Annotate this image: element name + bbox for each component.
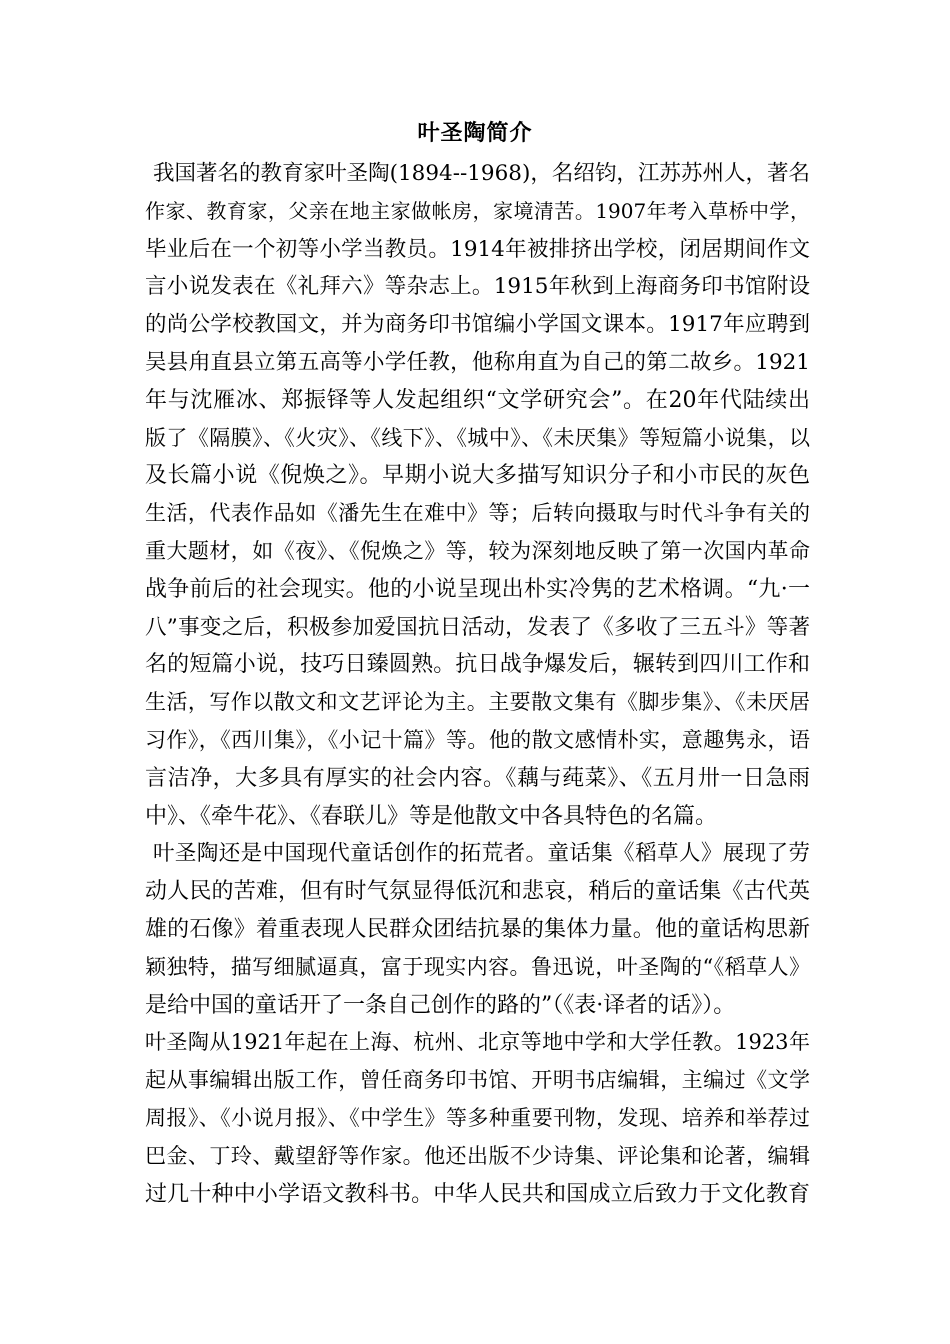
text-line: 言洁净，大多具有厚实的社会内容。《藕与莼菜》、《五月卅一日急雨 bbox=[145, 765, 810, 791]
text-line: 言小说发表在《礼拜六》等杂志上。1915年秋到上海商务印书馆附设 bbox=[145, 274, 810, 300]
text-line: 重大题材，如《夜》、《倪焕之》等，较为深刻地反映了第一次国内革命 bbox=[145, 538, 810, 563]
text-line: 是给中国的童话开了一条自己创作的路的”（《表·译者的话》）。 bbox=[145, 992, 736, 1018]
text-line: 八”事变之后，积极参加爱国抗日活动，发表了《多收了三五斗》等著 bbox=[145, 614, 810, 640]
document-title: 叶圣陶简介 bbox=[417, 121, 533, 146]
text-line: 我国著名的教育家叶圣陶(1894--1968)，名绍钧，江苏苏州人，著名 bbox=[153, 161, 810, 186]
text-line: 生活，代表作品如《潘先生在难中》等；后转向摄取与时代斗争有关的 bbox=[145, 501, 810, 526]
text-line: 颖独特，描写细腻逼真，富于现实内容。鲁迅说，叶圣陶的“《稻草人》 bbox=[145, 954, 810, 979]
text-line: 中》、《牵牛花》、《春联儿》等是他散文中各具特色的名篇。 bbox=[145, 803, 718, 829]
text-line: 叶圣陶还是中国现代童话创作的拓荒者。童话集《稻草人》展现了劳 bbox=[153, 841, 810, 867]
text-line: 习作》，《西川集》，《小记十篇》等。他的散文感情朴实，意趣隽永，语 bbox=[145, 727, 810, 752]
text-line: 的尚公学校教国文，并为商务印书馆编小学国文课本。1917年应聘到 bbox=[145, 312, 810, 338]
text-line: 动人民的苦难，但有时气氛显得低沉和悲哀，稍后的童话集《古代英 bbox=[145, 879, 810, 905]
text-line: 版了《隔膜》、《火灾》、《线下》、《城中》、《未厌集》等短篇小说集，以 bbox=[145, 425, 810, 450]
text-line: 巴金、丁玲、戴望舒等作家。他还出版不少诗集、评论集和论著，编辑 bbox=[145, 1143, 810, 1168]
text-line: 生活，写作以散文和文艺评论为主。主要散文集有《脚步集》、《未厌居 bbox=[145, 690, 810, 715]
text-line: 过几十种中小学语文教科书。中华人民共和国成立后致力于文化教育 bbox=[145, 1181, 810, 1207]
text-line: 雄的石像》着重表现人民群众团结抗暴的集体力量。他的童话构思新 bbox=[145, 916, 810, 942]
text-line: 及长篇小说《倪焕之》。早期小说大多描写知识分子和小市民的灰色 bbox=[145, 463, 810, 489]
text-line: 名的短篇小说，技巧日臻圆熟。抗日战争爆发后，辗转到四川工作和 bbox=[145, 652, 810, 678]
text-line: 叶圣陶从1921年起在上海、杭州、北京等地中学和大学任教。1923年 bbox=[145, 1030, 810, 1055]
text-line: 年与沈雁冰、郑振铎等人发起组织“文学研究会”。在20年代陆续出 bbox=[145, 387, 810, 413]
text-line: 作家、教育家，父亲在地主家做帐房，家境清苦。1907年考入草桥中学， bbox=[145, 198, 810, 223]
text-line: 周报》、《小说月报》、《中学生》等多种重要刊物，发现、培养和举荐过 bbox=[145, 1105, 810, 1130]
text-line: 毕业后在一个初等小学当教员。1914年被排挤出学校，闭居期间作文 bbox=[145, 236, 810, 262]
text-line: 战争前后的社会现实。他的小说呈现出朴实冷隽的艺术格调。“九·一 bbox=[145, 576, 810, 602]
text-line: 起从事编辑出版工作，曾任商务印书馆、开明书店编辑，主编过《文学 bbox=[145, 1068, 810, 1093]
text-line: 吴县甪直县立第五高等小学任教，他称甪直为自己的第二故乡。1921 bbox=[145, 349, 810, 375]
document-body bbox=[145, 155, 810, 1213]
